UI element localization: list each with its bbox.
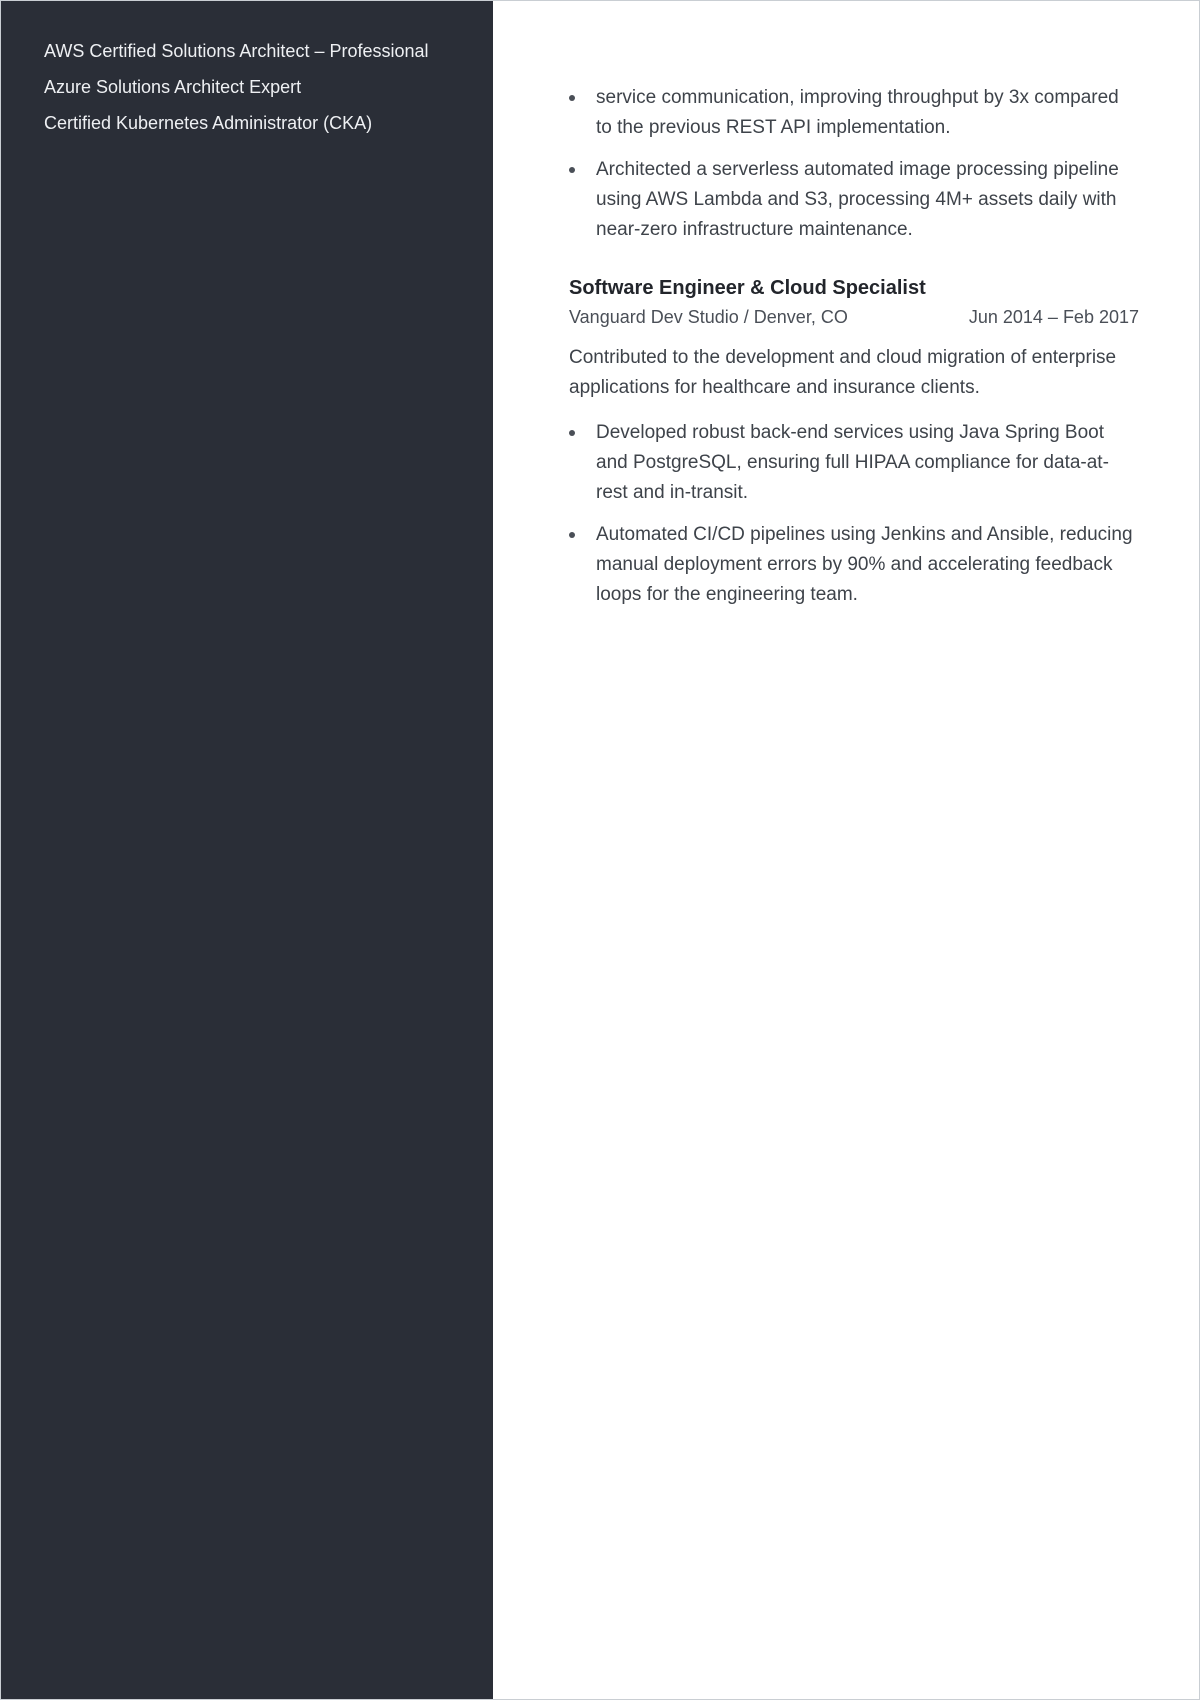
- certification-item: Azure Solutions Architect Expert: [44, 77, 302, 97]
- bullet-text: service communication, improving throughput by 3x compared to the previous REST API implementation.: [596, 87, 1119, 138]
- bullet-item: [569, 418, 1139, 508]
- job-meta: [569, 305, 1139, 329]
- bullet-item: [569, 520, 1139, 610]
- sidebar: [1, 1, 493, 1699]
- job-entry: [569, 275, 1139, 610]
- certifications-list: [44, 41, 444, 149]
- bullet-text: Architected a serverless automated image processing pipeline using AWS Lambda and S3, processing 4M+ assets daily with near-zero infrastructure maintenance.: [596, 159, 1119, 240]
- job-bullet-list: [569, 418, 1139, 610]
- certification-item: Certified Kubernetes Administrator (CKA): [44, 113, 373, 133]
- bullet-item: [569, 83, 1139, 143]
- company-location: Vanguard Dev Studio / Denver, CO: [569, 307, 848, 327]
- bullet-item: [569, 155, 1139, 245]
- certification-item: AWS Certified Solutions Architect – Professional: [44, 41, 429, 61]
- bullet-dot-icon: [569, 430, 575, 436]
- bullet-text: Developed robust back-end services using Java Spring Boot and PostgreSQL, ensuring full HIPAA compliance for data-at-rest and in-transit.: [596, 422, 1109, 503]
- job-dates: Jun 2014 – Feb 2017: [968, 307, 1139, 327]
- experience-section: [569, 83, 1139, 622]
- bullet-dot-icon: [569, 532, 575, 538]
- continued-bullet-list: [569, 83, 1139, 245]
- bullet-text: Automated CI/CD pipelines using Jenkins and Ansible, reducing manual deployment errors by 90% and accelerating feedback loops for the engineering team.: [596, 524, 1133, 605]
- job-summary: Contributed to the development and cloud migration of enterprise applications for healthcare and insurance clients.: [569, 347, 1117, 398]
- job-title: Software Engineer & Cloud Specialist: [569, 277, 926, 299]
- bullet-dot-icon: [569, 167, 575, 173]
- bullet-dot-icon: [569, 95, 575, 101]
